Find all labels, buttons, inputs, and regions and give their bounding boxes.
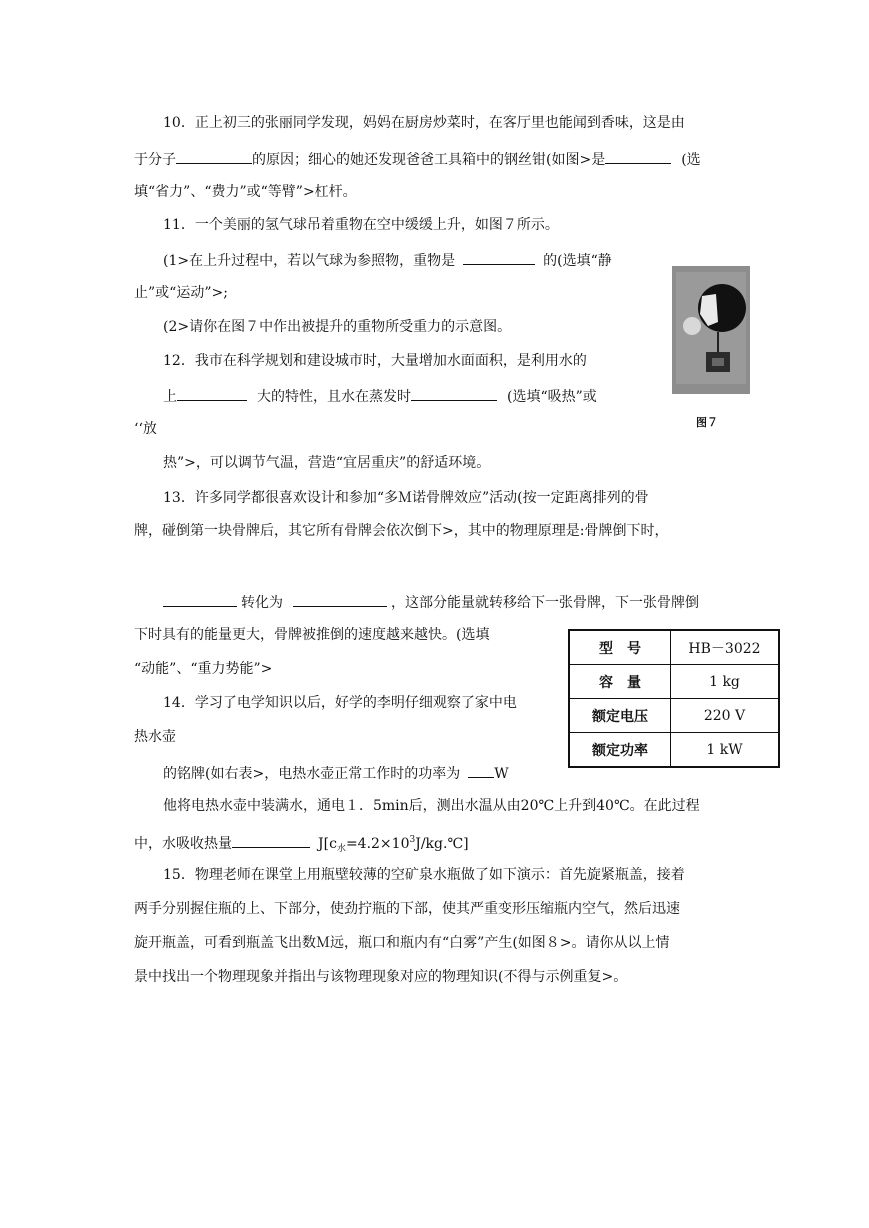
q12-text: (选填“吸热”或 xyxy=(507,389,597,405)
q10-text: 的原因；细心的她还发现爸爸工具箱中的钢丝钳(如图>是 xyxy=(252,152,606,168)
q11-line2 xyxy=(163,249,612,271)
q13-line5: “动能”、“重力势能”> xyxy=(134,661,273,677)
q13-text: 转化为 xyxy=(241,595,283,611)
q12-line3: ‘‘放 xyxy=(134,421,157,437)
q14-line1: 14．学习了电学知识以后，好学的李明仔细观察了家中电 xyxy=(163,695,517,711)
figure-7-balloon-photo xyxy=(672,266,750,394)
q12-text: 上 xyxy=(163,389,177,405)
q12-blank-1[interactable] xyxy=(177,385,247,401)
table-row xyxy=(569,733,779,768)
q13-line4: 下时具有的能量更大，骨牌被推倒的速度越来越快。(选填 xyxy=(134,627,490,643)
q11-line4: (2>请你在图７中作出被提升的重物所受重力的示意图。 xyxy=(163,319,512,335)
q10-blank-1[interactable] xyxy=(176,148,252,164)
q10-line1: 10．正上初三的张丽同学发现，妈妈在厨房炒菜时，在客厅里也能闻到香味，这是由 xyxy=(163,115,685,131)
q12-line2 xyxy=(163,385,597,407)
q13-blank-2[interactable] xyxy=(293,591,387,607)
table-key: 容 量 xyxy=(569,665,671,699)
q14-line5 xyxy=(134,830,469,859)
q12-text: 大的特性，且水在蒸发时 xyxy=(257,389,411,405)
figure-7-caption: 图７ xyxy=(696,416,718,429)
q14-line2: 热水壶 xyxy=(134,729,176,745)
table-key: 额定功率 xyxy=(569,733,671,768)
q10-text: (选 xyxy=(681,152,701,168)
table-value: 220 V xyxy=(671,699,780,733)
q10-line3: 填“省力”、“费力”或“等臂”>杠杆。 xyxy=(134,184,357,200)
q12-line4: 热”>，可以调节气温，营造“宜居重庆”的舒适环境。 xyxy=(163,455,491,471)
table-row xyxy=(569,630,779,665)
q15-line2: 两手分别握住瓶的上、下部分，使劲拧瓶的下部，使其严重变形压缩瓶内空气，然后迅速 xyxy=(134,901,680,917)
q13-blank-1[interactable] xyxy=(163,591,237,607)
q12-line1: 12．我市在科学规划和建设城市时，大量增加水面面积，是利用水的 xyxy=(163,353,587,369)
table-value: 1 kW xyxy=(671,733,780,768)
kettle-nameplate-table xyxy=(568,629,780,768)
q15-line3: 旋开瓶盖，可看到瓶盖飞出数Ｍ远，瓶口和瓶内有“白雾”产生(如图８>。请你从以上情 xyxy=(134,935,670,951)
table-value: 1 kg xyxy=(671,665,780,699)
q12-blank-2[interactable] xyxy=(411,385,497,401)
q14-blank-heat[interactable] xyxy=(232,832,310,848)
q10-line2 xyxy=(134,148,701,170)
q14-text: =4.2×10 xyxy=(345,836,410,852)
q14-subscript: 水 xyxy=(336,844,346,854)
q14-text: J[c xyxy=(318,836,337,852)
q15-line1: 15．物理老师在课堂上用瓶壁较薄的空矿泉水瓶做了如下演示：首先旋紧瓶盖，接着 xyxy=(163,867,685,883)
q11-blank[interactable] xyxy=(463,249,535,265)
q11-line3: 止”或“运动”>; xyxy=(134,285,228,301)
q14-line3 xyxy=(163,762,509,784)
table-key: 额定电压 xyxy=(569,699,671,733)
q13-line3 xyxy=(163,591,699,613)
table-row xyxy=(569,699,779,733)
table-key: 型 号 xyxy=(569,630,671,665)
q15-line4: 景中找出一个物理现象并指出与该物理现象对应的物理知识(不得与示例重复>。 xyxy=(134,969,628,985)
q14-blank-power[interactable] xyxy=(468,762,494,778)
q14-line4: 他将电热水壶中装满水，通电１．5min后，测出水温从由20℃上升到40℃。在此过程 xyxy=(163,798,700,814)
q13-text: ，这部分能量就转移给下一张骨牌，下一张骨牌倒 xyxy=(391,595,699,611)
q11-text: (1>在上升过程中，若以气球为参照物，重物是 xyxy=(163,253,456,269)
q13-line1: 13．许多同学都很喜欢设计和参加“多Ｍ诺骨牌效应”活动(按一定距离排列的骨 xyxy=(163,490,649,506)
q14-text: J/kg.℃] xyxy=(415,836,469,852)
q14-text: 的铭牌(如右表>，电热水壶正常工作时的功率为 xyxy=(163,766,461,782)
balloon-image xyxy=(672,266,750,394)
q14-text: W xyxy=(494,766,509,782)
table-row xyxy=(569,665,779,699)
q10-blank-2[interactable] xyxy=(605,148,671,164)
q13-line2: 牌，碰倒第一块骨牌后，其它所有骨牌会依次倒下>，其中的物理原理是:骨牌倒下时， xyxy=(134,523,669,539)
table-value: HB－3022 xyxy=(671,630,780,665)
q10-text: 于分子 xyxy=(134,152,176,168)
q11-line1: 11．一个美丽的氢气球吊着重物在空中缓缓上升，如图７所示。 xyxy=(163,217,559,233)
q11-text: 的(选填“静 xyxy=(543,253,612,269)
q14-superscript: 3 xyxy=(409,835,416,845)
q14-text: 中，水吸收热量 xyxy=(134,836,232,852)
